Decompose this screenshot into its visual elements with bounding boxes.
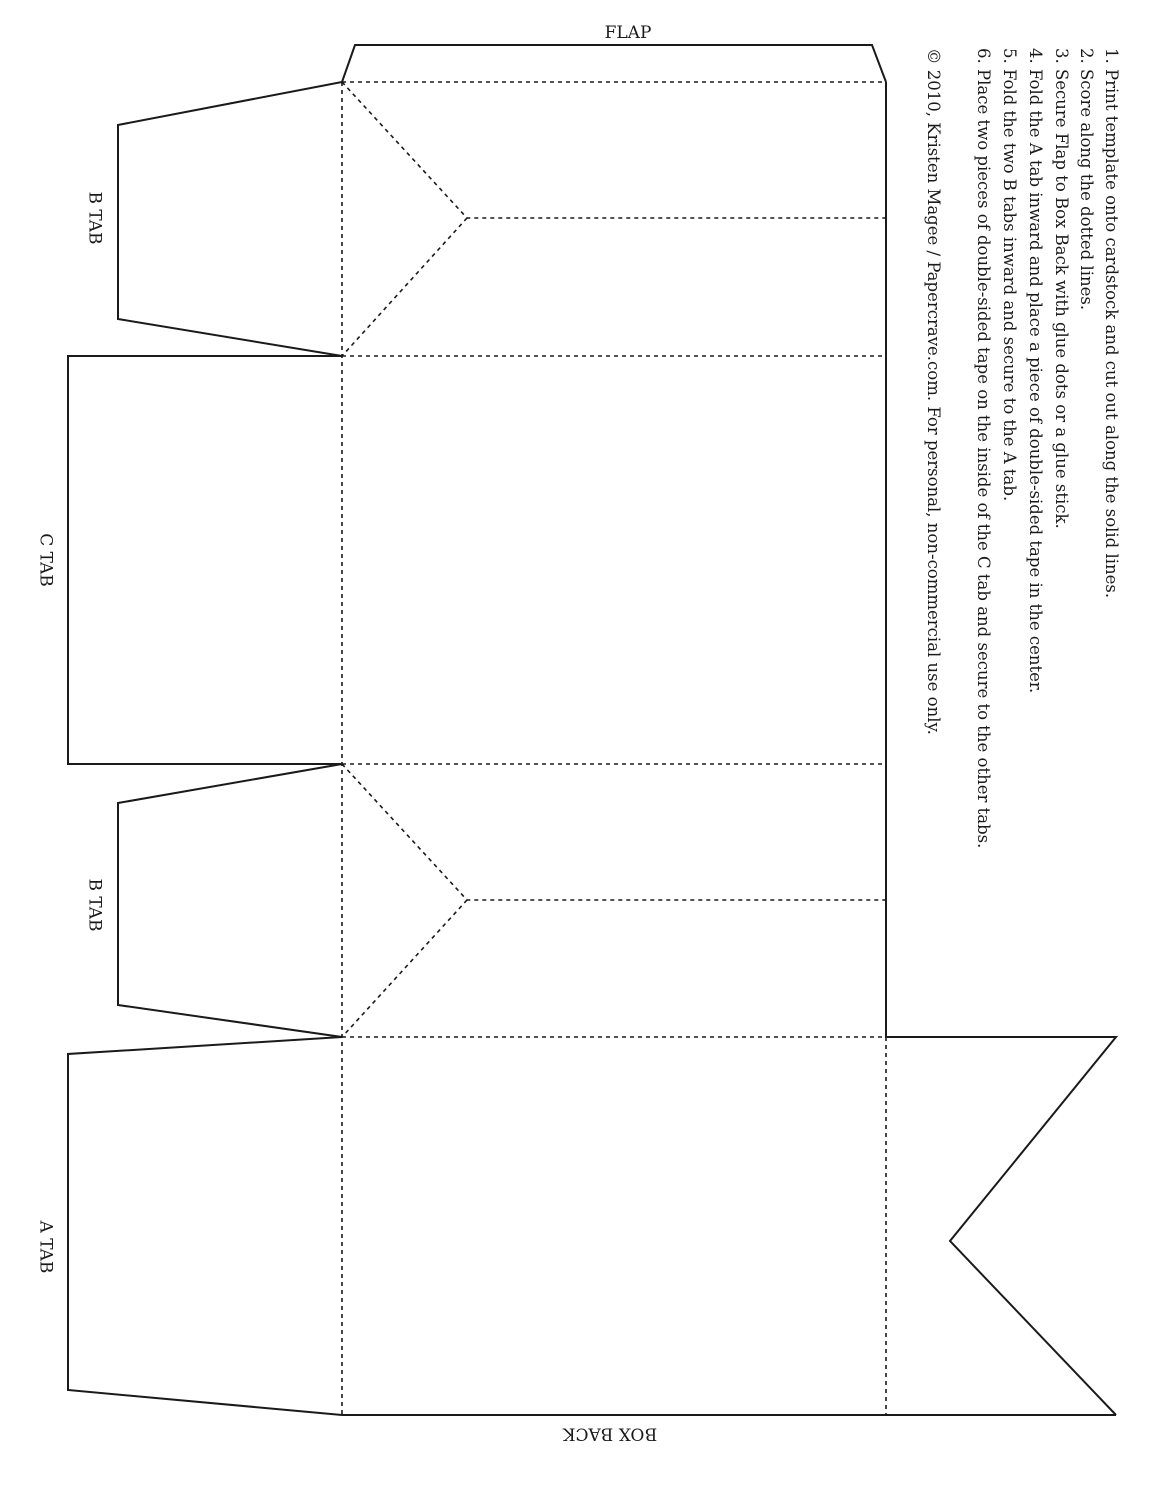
flap-outline [342,45,886,82]
a-tab-label: A TAB [35,1220,56,1274]
a-tab-outline [68,1037,342,1415]
instruction-5: 5. Fold the two B tabs inward and secure to the A tab. [1000,48,1019,502]
c-tab-label: C TAB [35,533,56,587]
c-tab-outline [68,356,342,764]
copyright-notice: © 2010, Kristen Magee / Papercrave.com. For personal, non-commercial use only. [924,48,943,735]
b-tab-bottom-label: B TAB [84,878,105,932]
box-back-label: BOX BACK [562,1423,658,1444]
gusset-fold-top [342,82,886,218]
instructions-block [924,48,1121,848]
score-lines [342,82,886,1415]
flap-label: FLAP [604,23,652,43]
instruction-1: 1. Print template onto cardstock and cut out along the solid lines. [1102,48,1121,599]
b-tab-top-label: B TAB [84,191,105,245]
b-tab-bottom-outline [118,764,342,1037]
instruction-3: 3. Secure Flap to Box Back with glue dots or a glue stick. [1052,48,1071,529]
instruction-6: 6. Place two pieces of double-sided tape on the inside of the C tab and secure to the other tabs. [974,48,993,849]
gusset-fold-bottom [342,764,886,900]
instruction-2: 2. Score along the dotted lines. [1077,48,1096,311]
instruction-4: 4. Fold the A tab inward and place a piece of double-sided tape in the center. [1026,48,1045,694]
gusset-fold-bottom-lower [342,900,467,1037]
cut-lines [68,45,1116,1415]
gusset-fold-top-lower [342,218,467,356]
b-tab-top-outline [118,82,342,356]
